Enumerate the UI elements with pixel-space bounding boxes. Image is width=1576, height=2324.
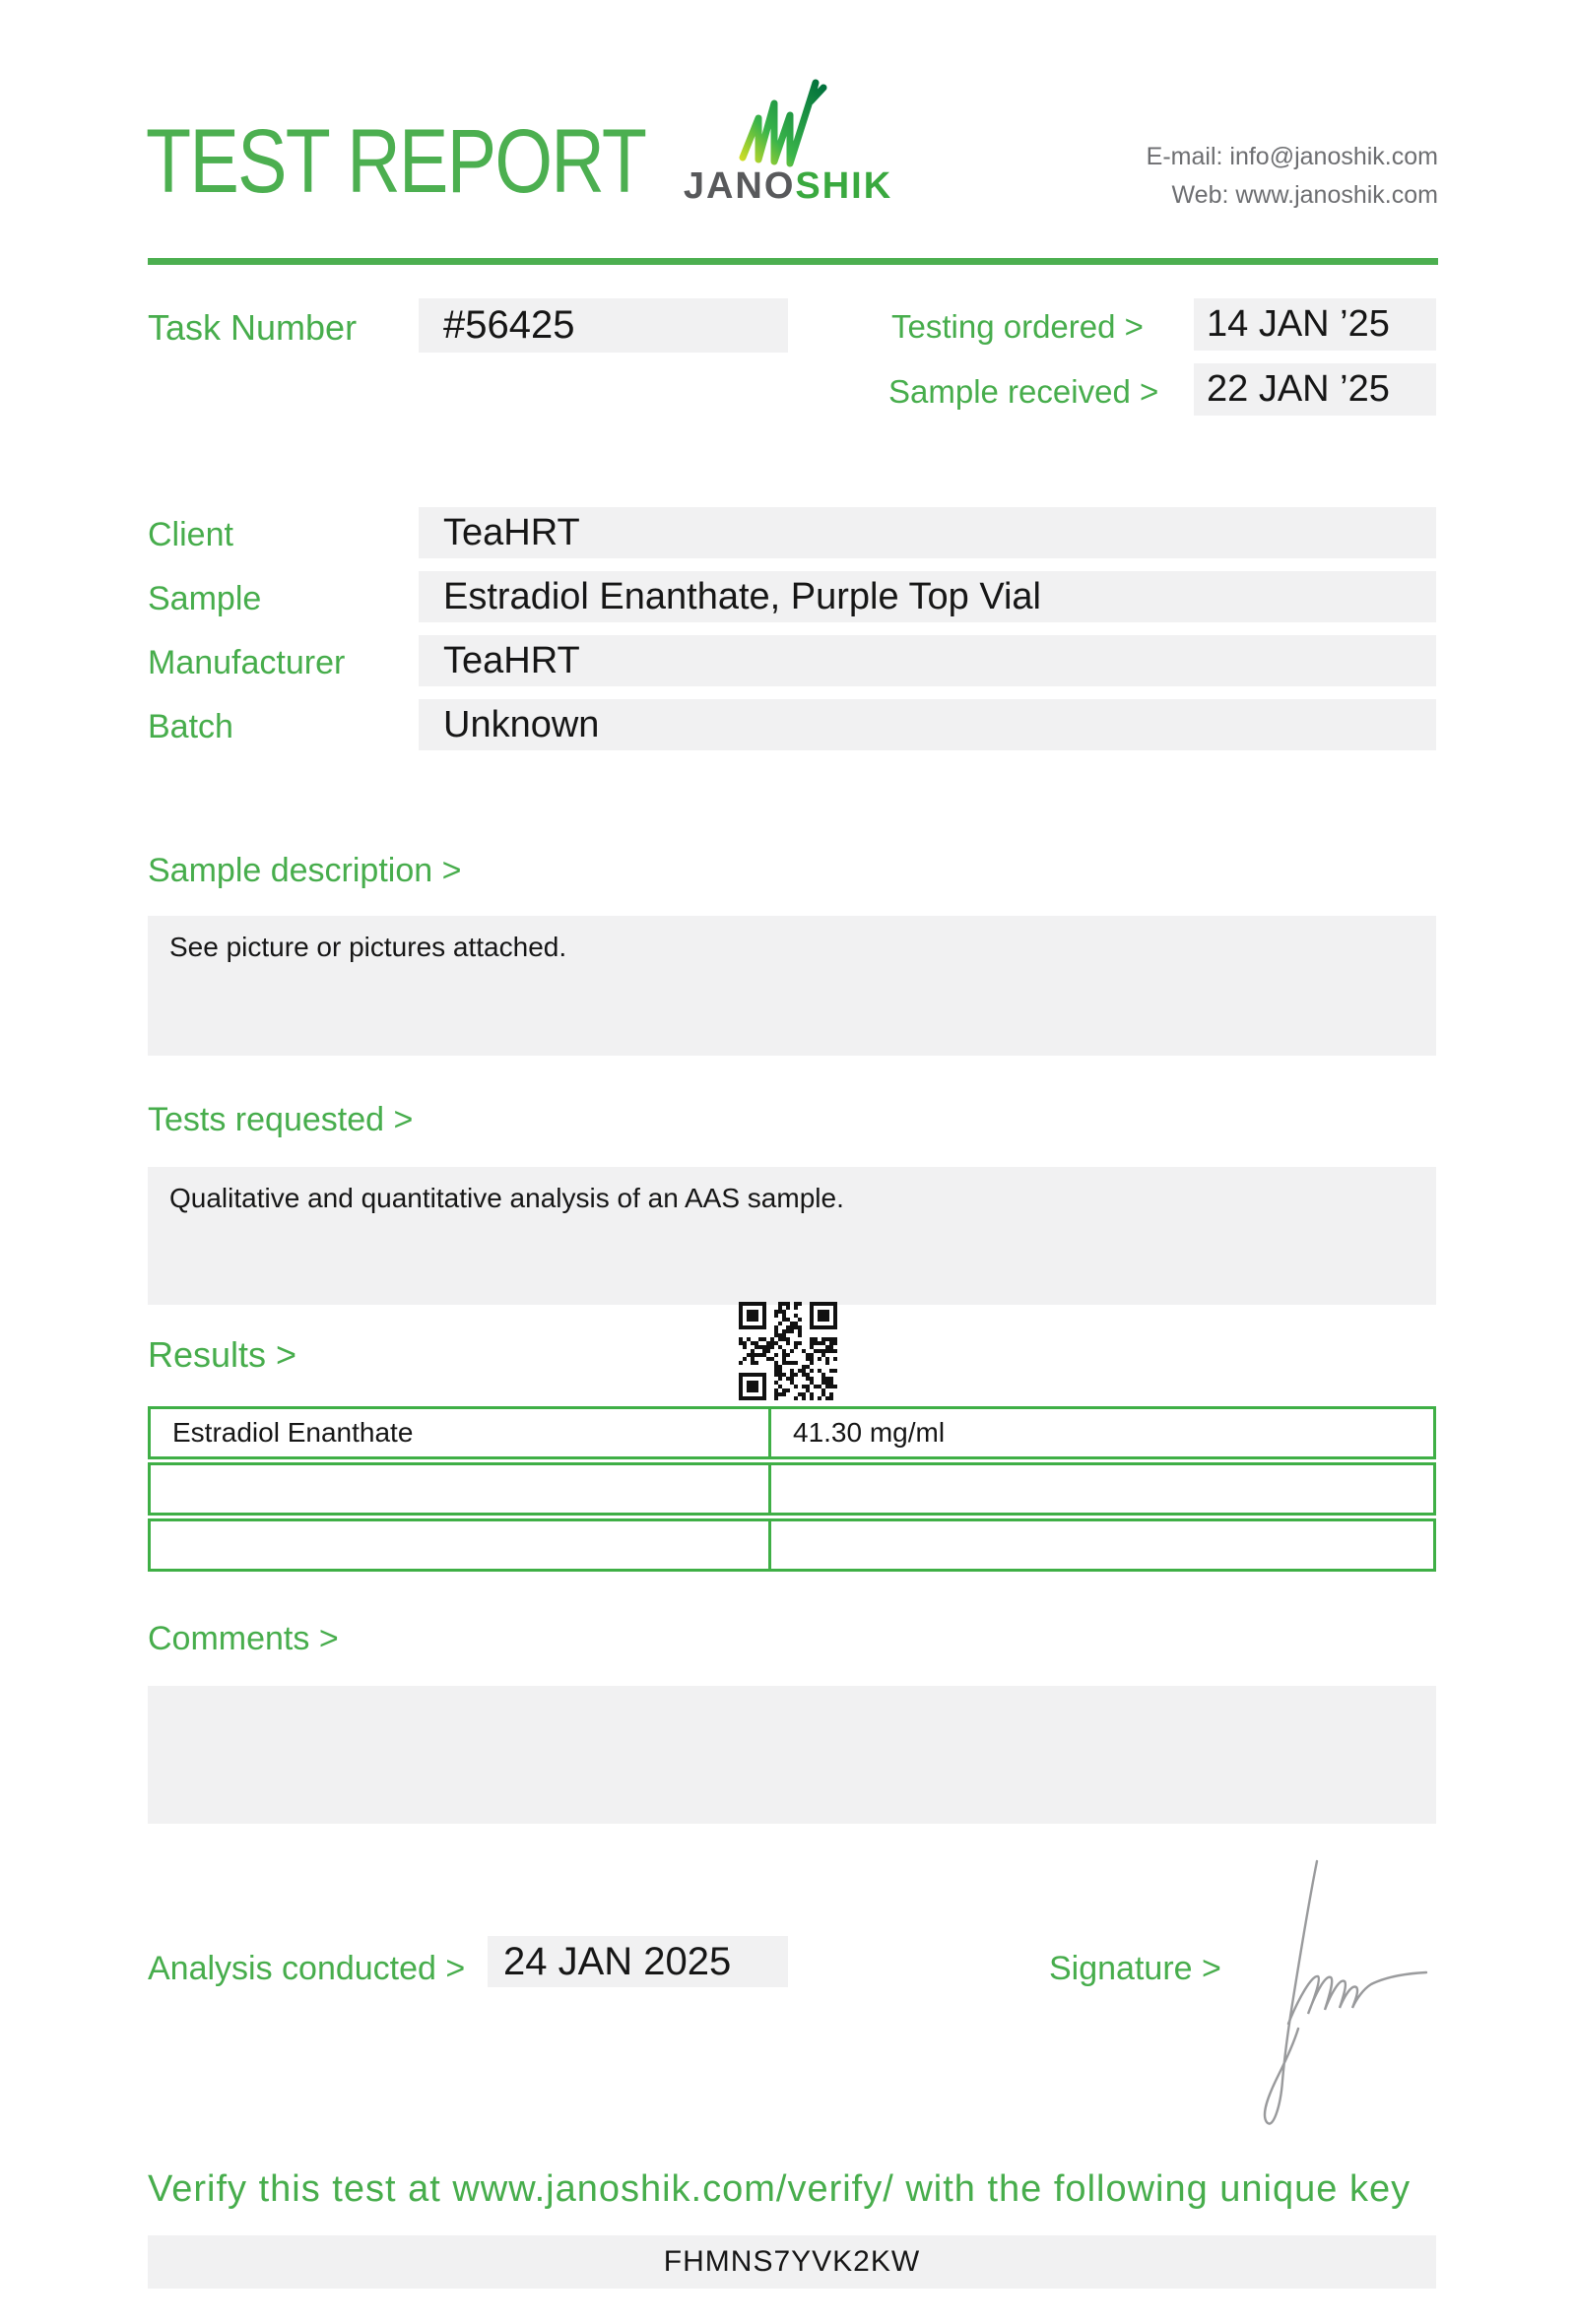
task-number-box xyxy=(419,298,788,353)
contact-block xyxy=(985,138,1438,215)
sample-value: Estradiol Enanthate, Purple Top Vial xyxy=(443,575,1041,617)
result-cell xyxy=(771,1521,1433,1569)
signature-label: Signature > xyxy=(1049,1950,1221,1987)
sample-description-box xyxy=(148,916,1436,1056)
sample-label: Sample xyxy=(148,580,262,617)
qr-code xyxy=(739,1302,837,1400)
tests-requested-text: Qualitative and quantitative analysis of an AAS sample. xyxy=(169,1183,844,1213)
logo-shik: SHIK xyxy=(795,165,893,207)
logo-wordmark xyxy=(630,165,946,208)
unique-key-box xyxy=(148,2235,1436,2289)
results-label: Results > xyxy=(148,1334,297,1375)
substance-cell xyxy=(151,1409,771,1456)
sample-description-text: See picture or pictures attached. xyxy=(169,932,567,962)
header-divider xyxy=(148,258,1438,265)
logo-jano: JANO xyxy=(683,165,796,207)
sample-received-label: Sample received > xyxy=(888,373,1159,410)
result-text: 41.30 mg/ml xyxy=(793,1417,946,1448)
manufacturer-label: Manufacturer xyxy=(148,644,346,681)
unique-key: FHMNS7YVK2KW xyxy=(663,2245,921,2278)
client-value: TeaHRT xyxy=(443,511,580,553)
batch-label: Batch xyxy=(148,708,233,745)
analysis-conducted-label: Analysis conducted > xyxy=(148,1950,466,1987)
manufacturer-box xyxy=(419,635,1436,686)
signature-scribble xyxy=(1259,1827,1431,2152)
substance-cell xyxy=(151,1465,771,1513)
tests-requested-box xyxy=(148,1167,1436,1305)
result-cell xyxy=(771,1465,1433,1513)
comments-label: Comments > xyxy=(148,1620,339,1657)
sample-box xyxy=(419,571,1436,622)
task-number-value: #56425 xyxy=(443,303,575,347)
contact-email: E-mail: info@janoshik.com xyxy=(1146,143,1438,170)
task-number-label: Task Number xyxy=(148,307,358,348)
analysis-date: 24 JAN 2025 xyxy=(503,1939,732,1983)
client-label: Client xyxy=(148,516,233,553)
sample-received-date: 22 JAN ’25 xyxy=(1207,368,1390,410)
substance-text: Estradiol Enanthate xyxy=(172,1417,414,1448)
table-row xyxy=(148,1406,1436,1459)
result-cell xyxy=(771,1409,1433,1456)
contact-web: Web: www.janoshik.com xyxy=(1171,181,1438,209)
testing-ordered-box xyxy=(1194,298,1436,351)
page-title: TEST REPORT xyxy=(146,111,646,212)
tests-requested-label: Tests requested > xyxy=(148,1101,414,1138)
comments-box xyxy=(148,1686,1436,1824)
sample-description-label: Sample description > xyxy=(148,852,462,889)
sample-received-box xyxy=(1194,363,1436,416)
analysis-date-box xyxy=(488,1936,788,1987)
batch-box xyxy=(419,699,1436,750)
manufacturer-value: TeaHRT xyxy=(443,639,580,681)
verify-text: Verify this test at www.janoshik.com/verify/ with the following unique key xyxy=(148,2168,1412,2210)
client-box xyxy=(419,507,1436,558)
results-table xyxy=(148,1406,1436,1575)
batch-value: Unknown xyxy=(443,703,600,745)
growth-chart-icon xyxy=(737,77,843,167)
table-row xyxy=(148,1518,1436,1572)
testing-ordered-date: 14 JAN ’25 xyxy=(1207,303,1390,345)
table-row xyxy=(148,1462,1436,1516)
testing-ordered-label: Testing ordered > xyxy=(891,308,1144,345)
substance-cell xyxy=(151,1521,771,1569)
